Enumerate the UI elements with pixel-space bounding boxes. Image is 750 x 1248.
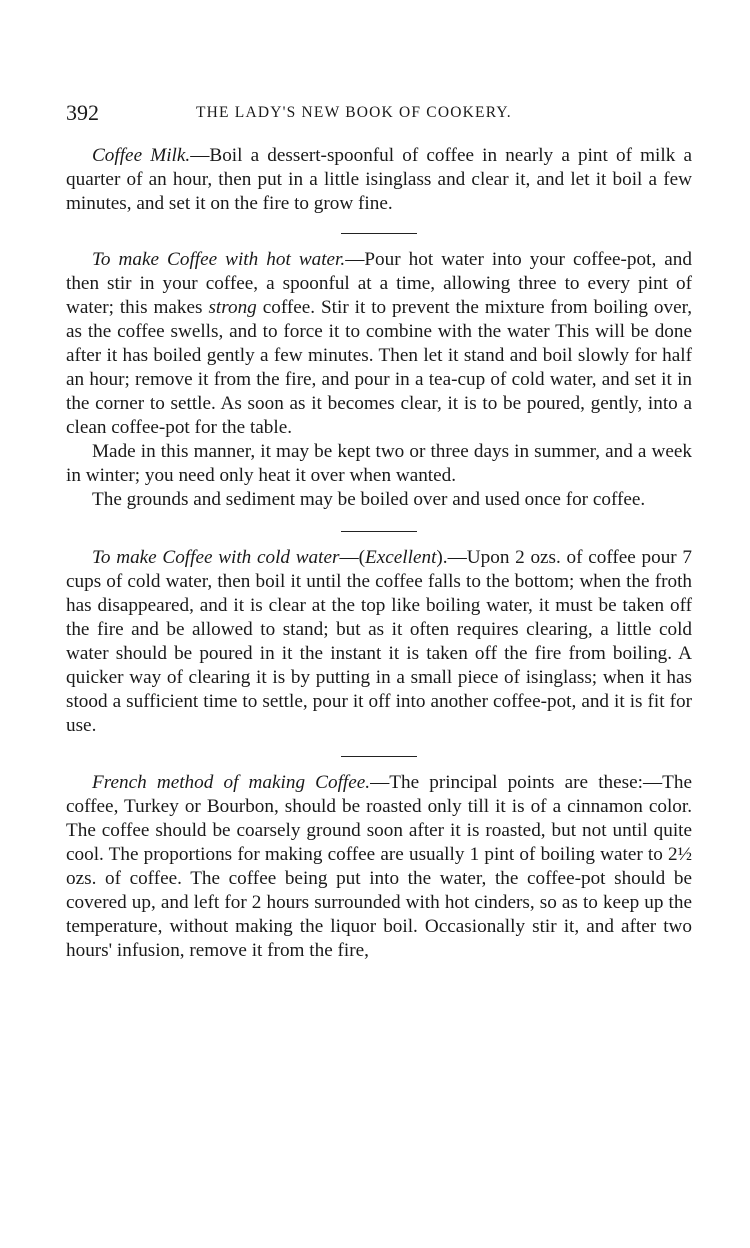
title-dash: — (370, 772, 390, 793)
recipe-coffee-hot-water (66, 248, 692, 440)
section-divider (341, 531, 417, 532)
recipe-title: To make Coffee with cold water (92, 547, 340, 568)
title-dash: — (190, 145, 210, 166)
running-title: THE LADY'S NEW BOOK OF COOKERY. (196, 104, 512, 121)
recipe-coffee-cold-water (66, 546, 692, 738)
recipe-text: Pour hot water into your coffee-pot, and then stir in your coffee, a spoonful at a time, allowing three to every pint of water; this makes (66, 249, 692, 318)
section-divider (341, 233, 417, 234)
recipe-title: Coffee Milk. (92, 145, 191, 166)
title-dash: — (447, 547, 467, 568)
recipe-coffee-milk (66, 144, 692, 216)
recipe-text: coffee. Stir it to prevent the mixture from boiling over, as the coffee swells, and to force it to combine with the water This will be done after it has boiled gently a few minutes. Then let it stand and boil slowly for half an hour; remove it from the fire, and pour in a tea-cup of cold water, and set it in the corner to settle. As soon as it becomes clear, it is to be poured, gently, into a clean coffee-pot for the table. (66, 297, 693, 438)
page-number: 392 (66, 100, 99, 125)
page-header (66, 100, 692, 130)
title-dash: — (345, 249, 365, 270)
recipe-text: Boil a dessert-spoonful of coffee in nearly a pint of milk a quarter of an hour, then put in a little isinglass and clear it, and let it boil a few minutes, and set it on the fire to grow fine. (66, 145, 692, 214)
recipe-french-coffee (66, 771, 692, 963)
recipe-title: To make Coffee with hot water. (92, 249, 346, 270)
page-body (66, 144, 692, 963)
note-close: ). (436, 547, 448, 568)
recipe-title: French method of making Coffee. (92, 772, 371, 793)
recipe-paragraph: Made in this manner, it may be kept two or three days in summer, and a week in winter; you need only heat it over when wanted. (66, 441, 692, 486)
section-divider (341, 756, 417, 757)
recipe-note: Excellent (365, 547, 437, 568)
recipe-text: Upon 2 ozs. of coffee pour 7 cups of cold water, then boil it until the coffee falls to the bottom; when the froth has disappeared, and it is clear at the top like boiling water, it must be taken off the fire and be allowed to stand; but as it often requires clearing, a little cold water should be poured in it the instant it is taken off the fire from boiling. A quicker way of clearing it is by putting in a small piece of isinglass; when it has stood a sufficient time to settle, pour it off into another coffee-pot, and it is fit for use. (66, 547, 692, 736)
title-dash: —( (339, 547, 366, 568)
recipe-text: The principal points are these:—The coffee, Turkey or Bourbon, should be roasted only till it is of a cinnamon color. The coffee should be coarsely ground soon after it is roasted, but not until quite cool. The proportions for making coffee are usually 1 pint of boiling water to 2½ ozs. of coffee. The coffee being put into the water, the coffee-pot should be covered up, and left for 2 hours surrounded with hot cinders, so as to keep up the temperature, without making the liquor boil. Occasionally stir it, and after two hours' infusion, remove it from the fire, (66, 772, 692, 961)
recipe-paragraph: The grounds and sediment may be boiled over and used once for coffee. (92, 489, 646, 510)
emphasis-word: strong (208, 297, 257, 318)
